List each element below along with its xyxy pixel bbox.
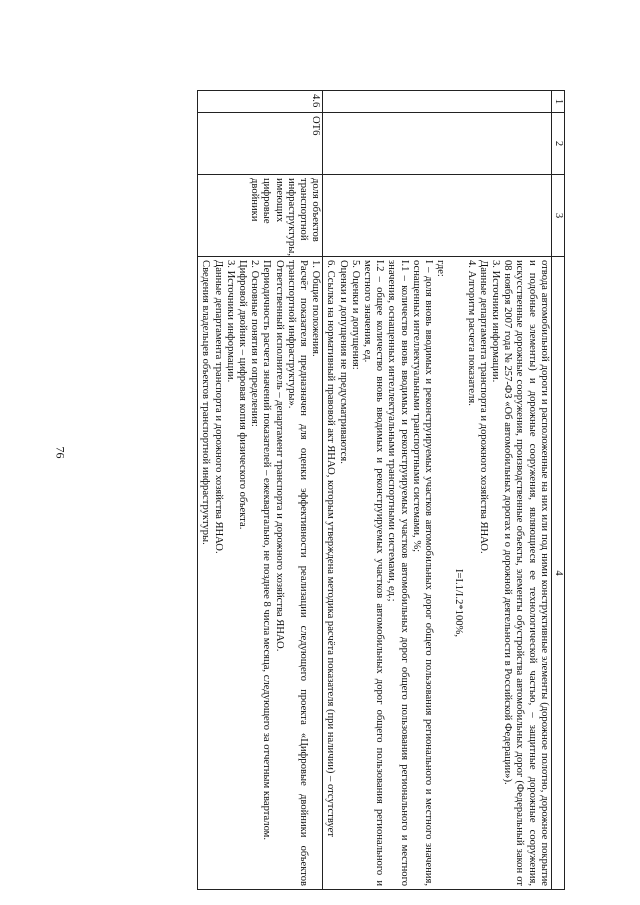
- text-line: 5. Оценки и допущения:: [349, 260, 361, 370]
- text-line: 2. Основные понятия и определения:: [249, 260, 261, 427]
- text-line: 3. Источники информации.: [224, 260, 236, 383]
- header-row: [551, 91, 564, 890]
- table-row-4-6: [198, 91, 323, 890]
- cell-name: доля объектов транспортной инфраструктуры, имеющих цифровые двойники: [198, 175, 323, 257]
- text-line: отвода автомобильной дороги и расположенные на них или под ними конструктивные элементы (дорожное полотно, дорожное покрытие и подобные элементы) и дорожные сооружения, являющиеся ее технологической частью, – защитные дорожные сооружения, искусственные дорожные сооружения, производственные объекты, элементы обустройства автомобильных дорог (Федеральный закон от 08 ноября 2007 года № 257-ФЗ «Об автомобильных дорогах и о дорожной деятельности в Российской Федерации»).: [502, 260, 550, 886]
- header-col-4: 4: [551, 257, 564, 890]
- text-line: где:: [435, 260, 447, 277]
- rotated-table-page: [105, 90, 565, 890]
- header-col-1: 1: [551, 91, 564, 113]
- cell-methodology: [198, 257, 323, 890]
- text-line: Сведения владельцев объектов транспортной инфраструктуры.: [200, 260, 212, 545]
- cell-code: [323, 113, 552, 175]
- text-line: I – доля вновь вводимых и реконструируемых участков автомобильных дорог общего пользования регионального и местного значения, оснащенных интеллектуальными транспортными системами, %;: [410, 260, 434, 886]
- text-line: 6. Ссылка на нормативный правовой акт ЯНАО, которым утверждена методика расчёта показателя (при наличии) – отсутствует: [325, 260, 337, 837]
- text-line: Цифровой двойник – цифровая копия физического объекта.: [236, 260, 248, 530]
- text-line: I.2 – общее количество вновь вводимых и реконструируемых участков автомобильных дорог общего пользования регионального и местного значения, ед.: [361, 260, 386, 886]
- table-row-continued: [323, 91, 552, 890]
- text-line: 4. Алгоритм расчета показателя.: [465, 260, 477, 406]
- text-line: Данные департамента транспорта и дорожного хозяйства ЯНАО.: [212, 260, 224, 554]
- text-line: Периодичность расчета значений показателей – ежеквартально, не позднее 8 числа месяца, следующего за отчетным кварталом.: [261, 260, 273, 841]
- text-line: Оценки и допущения не предусматриваются.: [337, 260, 349, 464]
- page-number: 76: [53, 446, 68, 459]
- text-line: 1. Общие положения.: [310, 260, 322, 357]
- cell-number: [323, 91, 552, 113]
- header-col-2: 2: [551, 113, 564, 175]
- cell-code: ОТ6: [198, 113, 323, 175]
- text-line: Ответственный исполнитель – департамент транспорта и дорожного хозяйства ЯНАО.: [273, 260, 285, 652]
- cell-number: 4.6: [198, 91, 323, 113]
- indicator-table: [197, 90, 565, 890]
- text-line: Расчёт показателя предназначен для оценки эффективности реализации следующего проекта «Цифровые двойники объектов транспортной инфраструктуры».: [285, 260, 309, 886]
- text-line: 3. Источники информации.: [489, 260, 501, 383]
- header-col-3: 3: [551, 175, 564, 257]
- text-line: Данные департамента транспорта и дорожного хозяйства ЯНАО.: [477, 260, 489, 554]
- cell-name: [323, 175, 552, 257]
- cell-methodology: [323, 257, 552, 890]
- text-line: I.1 – количество вновь вводимых и реконструируемых участков автомобильных дорог общего пользования регионального и местного значения, оснащенных интеллектуальными транспортными системами, ед.;: [386, 260, 410, 886]
- formula: I=I.1/I.2*100%,: [453, 568, 465, 638]
